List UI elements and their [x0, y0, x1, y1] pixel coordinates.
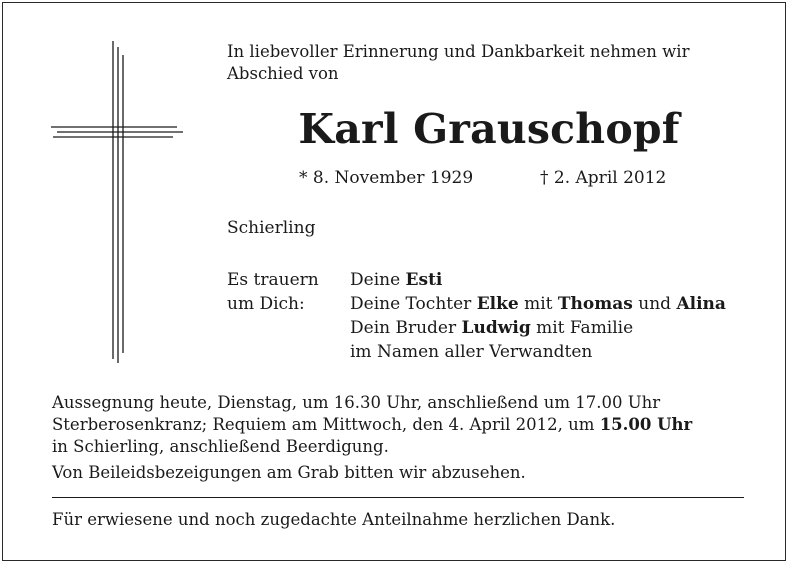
mourner-name: Elke [476, 294, 519, 314]
mourner-row [350, 316, 770, 340]
death-date: † 2. April 2012 [540, 168, 667, 188]
mourner-text: mit Familie [530, 318, 634, 338]
mourner-text: Dein Bruder [350, 318, 462, 338]
mourner-row [350, 340, 770, 364]
mourner-name: Thomas [557, 294, 633, 314]
mourners-label [227, 268, 347, 316]
mourner-name: Esti [405, 270, 443, 290]
condolence-note: Von Beileidsbezeigungen am Grab bitten wir abzusehen. [52, 463, 526, 482]
mourner-text: Deine Tochter [350, 294, 477, 314]
mourner-name: Alina [676, 294, 726, 314]
mourner-text: mit [518, 294, 558, 314]
place-name: Schierling [227, 218, 316, 238]
mourners-label-line-1: Es trauern [227, 270, 319, 290]
mourner-text: und [632, 294, 677, 314]
mourner-row [350, 268, 770, 292]
divider-line [52, 497, 744, 498]
mourner-name: Ludwig [461, 318, 531, 338]
intro-line-2: Abschied von [227, 64, 339, 83]
mourner-text: Deine [350, 270, 406, 290]
service-info [52, 392, 744, 458]
birth-date: * 8. November 1929 [299, 168, 474, 188]
mourner-text: im Namen aller Verwandten [350, 342, 593, 362]
mourners-label-line-2: um Dich: [227, 294, 305, 314]
service-time-bold: 15.00 Uhr [599, 415, 693, 434]
obituary-notice [2, 2, 786, 561]
service-line-3: in Schierling, anschließend Beerdigung. [52, 437, 389, 456]
service-line-2: Sterberosenkranz; Requiem am Mittwoch, den 4. April 2012, um [52, 415, 600, 434]
intro-line-1: In liebevoller Erinnerung und Dankbarkeit nehmen wir [227, 42, 690, 61]
deceased-name: Karl Grauschopf [298, 105, 680, 153]
mourners-list [350, 268, 770, 364]
service-line-1: Aussegnung heute, Dienstag, um 16.30 Uhr, anschließend um 17.00 Uhr [52, 393, 661, 412]
thanks-text: Für erwiesene und noch zugedachte Anteilnahme herzlichen Dank. [52, 510, 616, 529]
intro-text [227, 41, 767, 85]
cross-icon [49, 41, 183, 363]
mourner-row [350, 292, 770, 316]
